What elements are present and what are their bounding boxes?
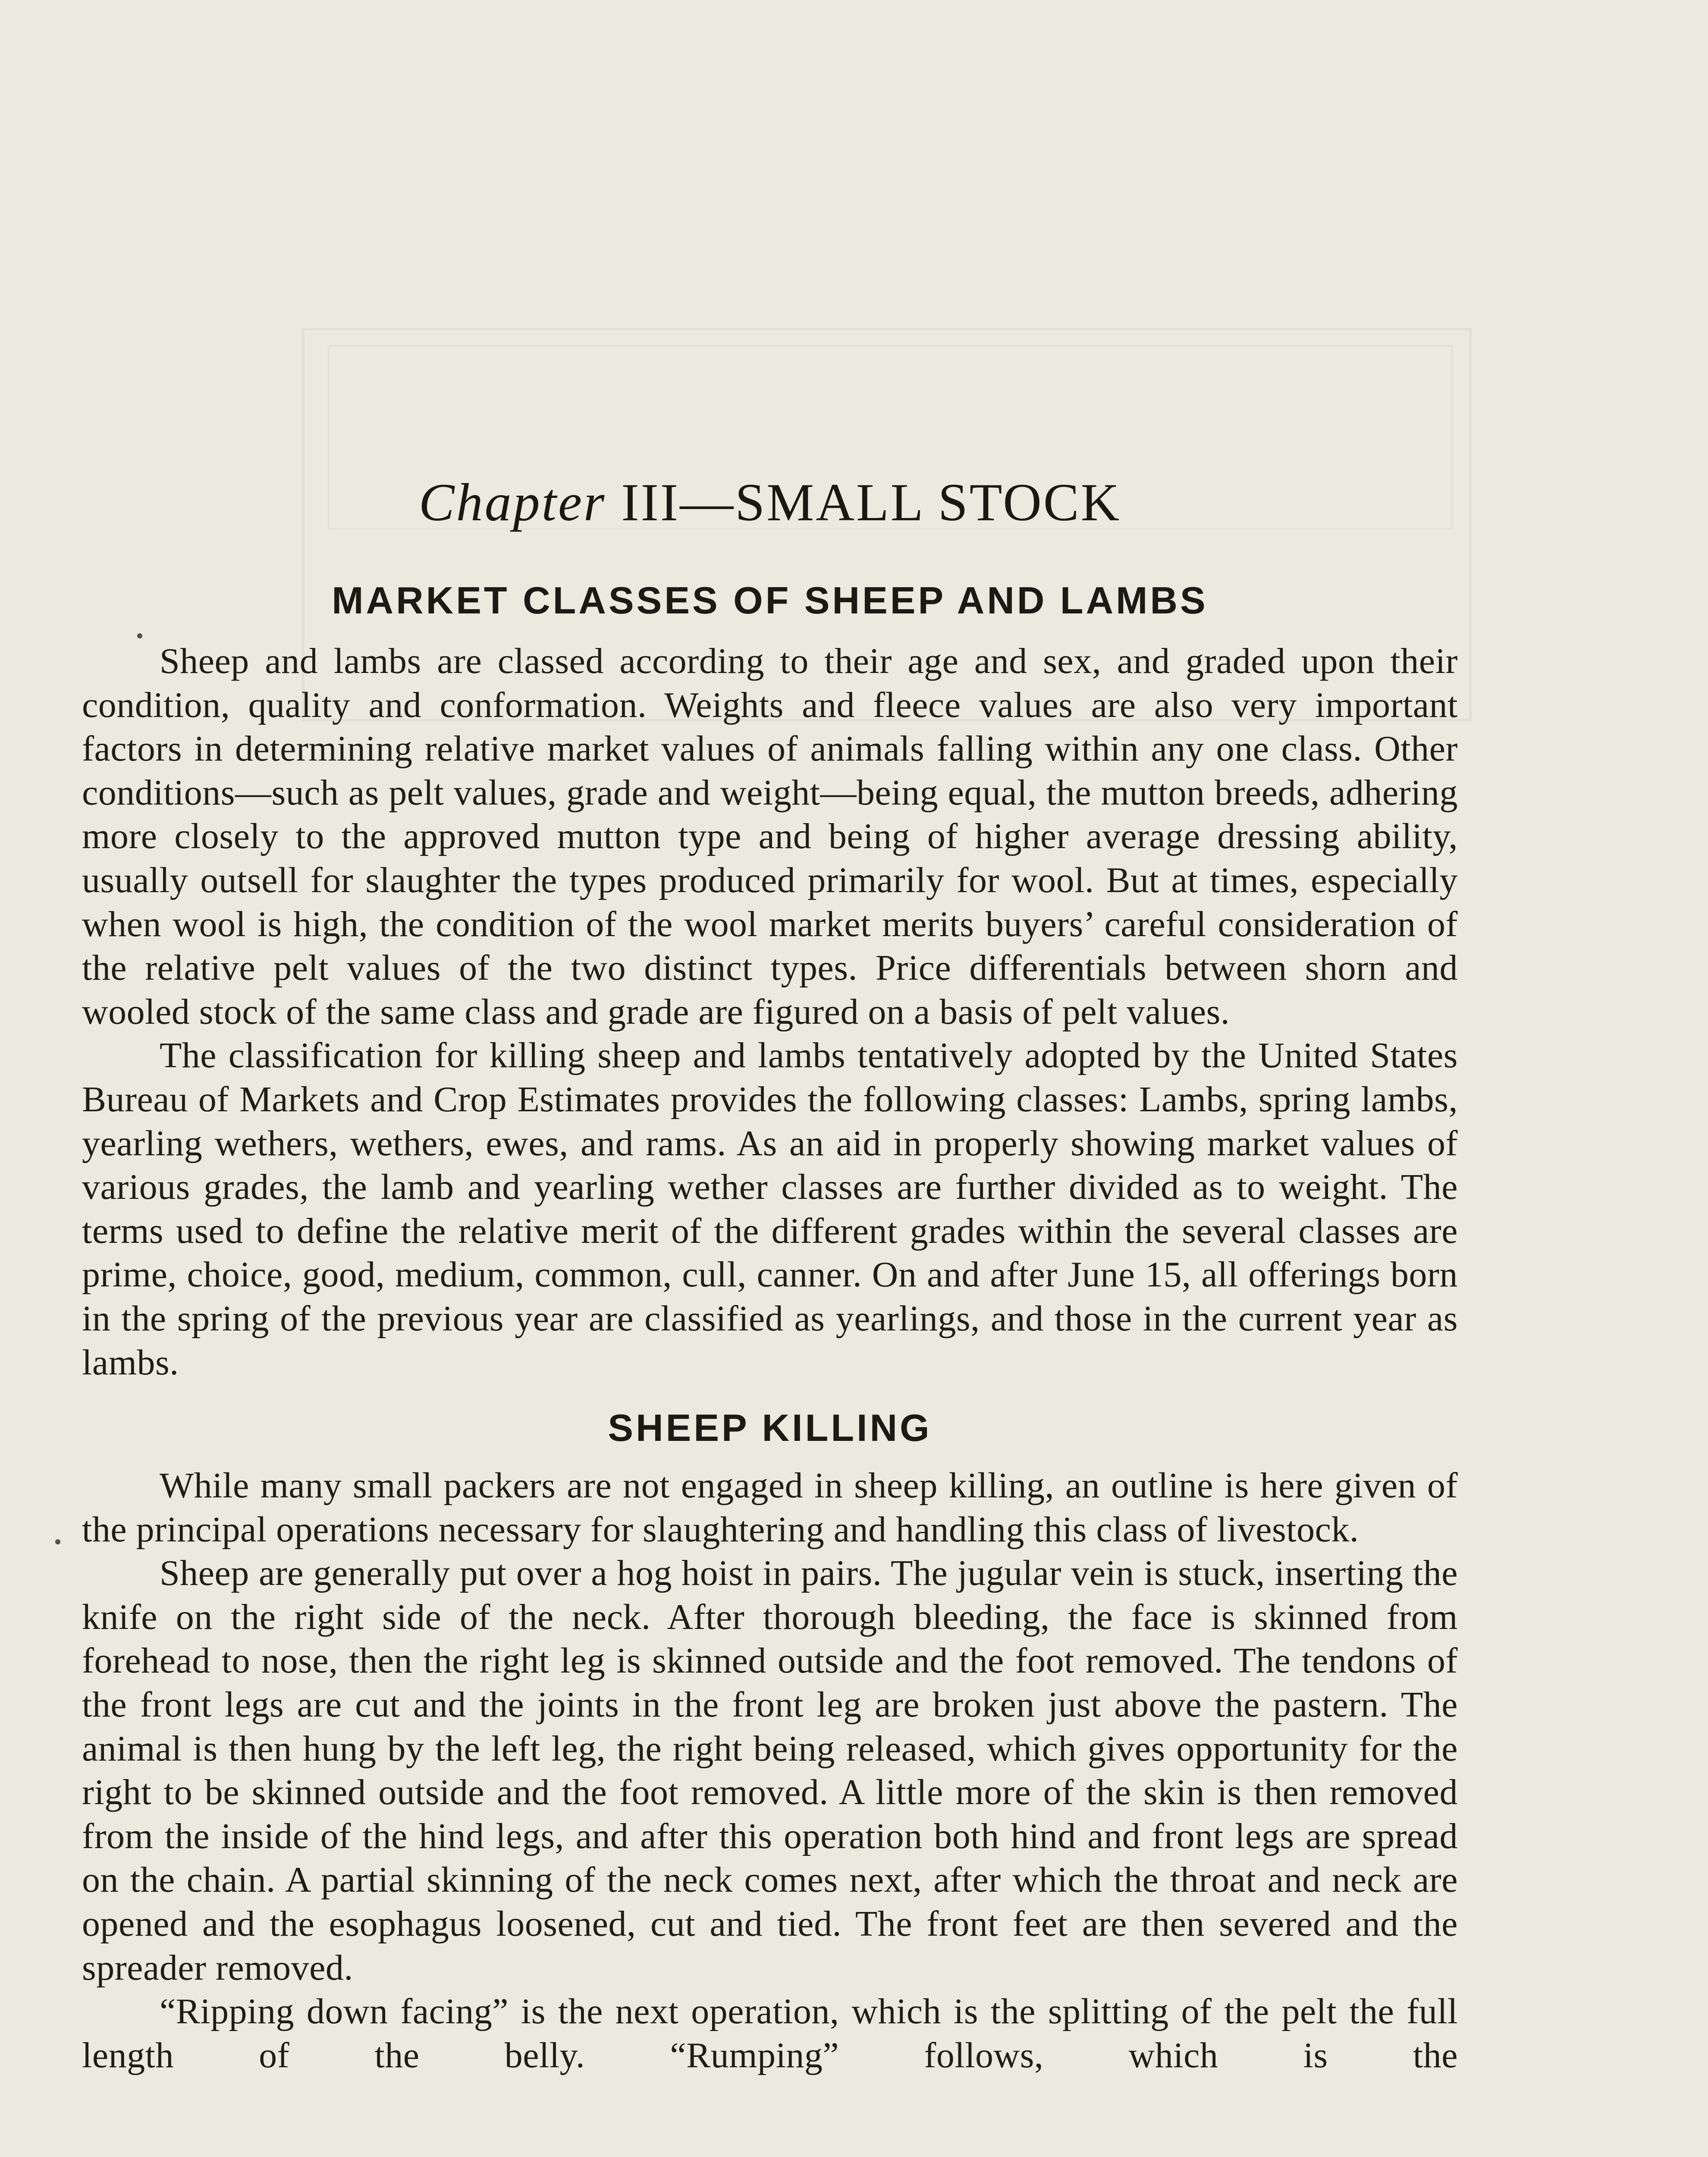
paragraph-sheep-killing-3: “Ripping down facing” is the next operation, which is the splitting of the pelt the full length of the belly. “Rumping” follows, which is the [82, 1991, 1458, 2075]
section-heading-market-classes: MARKET CLASSES OF SHEEP AND LAMBS [332, 579, 1208, 622]
margin-speck [55, 1539, 60, 1544]
page-content [82, 466, 1458, 2077]
paragraph-sheep-killing-2: Sheep are generally put over a hog hoist in pairs. The jugular vein is stuck, inserting the knife on the right side of the neck. After thorough bleeding, the face is skinned from forehead to nose, then the right leg is skinned outside and the foot removed. The tendons of the front legs are cut and the joints in the front leg are broken just above the pastern. The animal is then hung by the left leg, the right being released, which gives opportunity for the right to be skinned outside and the foot removed. A little more of the skin is then removed from the inside of the hind legs, and after this operation both hind and front legs are spread on the chain. A partial skinning of the neck comes next, after which the throat and neck are opened and the esophagus loosened, cut and tied. The front feet are then severed and the spreader removed. [82, 1553, 1458, 1988]
section-heading-sheep-killing: SHEEP KILLING [608, 1406, 932, 1450]
chapter-name: III—SMALL STOCK [621, 473, 1121, 532]
paragraph-sheep-killing-1: While many small packers are not engaged in sheep killing, an outline is here given of the principal operations necessary for slaughtering and handling this class of livestock. [82, 1465, 1458, 1550]
paragraph-market-classes-2: The classification for killing sheep and lambs tentatively adopted by the United States Bureau of Markets and Crop Estimates provides the following classes: Lambs, spring lambs, yearling wethers, wethers, ewes, and rams. As an aid in properly showing market values of various grades, the lamb and yearling wether classes are further divided as to weight. The terms used to define the relative merit of the different grades within the several classes are prime, choice, good, medium, common, cull, canner. On and after June 15, all offerings born in the spring of the previous year are classified as yearlings, and those in the current year as lambs. [82, 1035, 1458, 1383]
chapter-word: Chapter [418, 473, 606, 532]
chapter-title [82, 466, 1458, 539]
paragraph-market-classes-1: Sheep and lambs are classed according to their age and sex, and graded upon their condition, quality and conformation. Weights and fleece values are also very important factors in determining relative market values of animals falling within any one class. Other conditions—such as pelt values, grade and weight—being equal, the mutton breeds, adhering more closely to the approved mutton type and being of higher average dressing ability, usually outsell for slaughter the types produced primarily for wool. But at times, especially when wool is high, the condition of the wool market merits buyers’ careful consideration of the relative pelt values of the two distinct types. Price differentials between shorn and wooled stock of the same class and grade are figured on a basis of pelt values. [82, 641, 1458, 1032]
